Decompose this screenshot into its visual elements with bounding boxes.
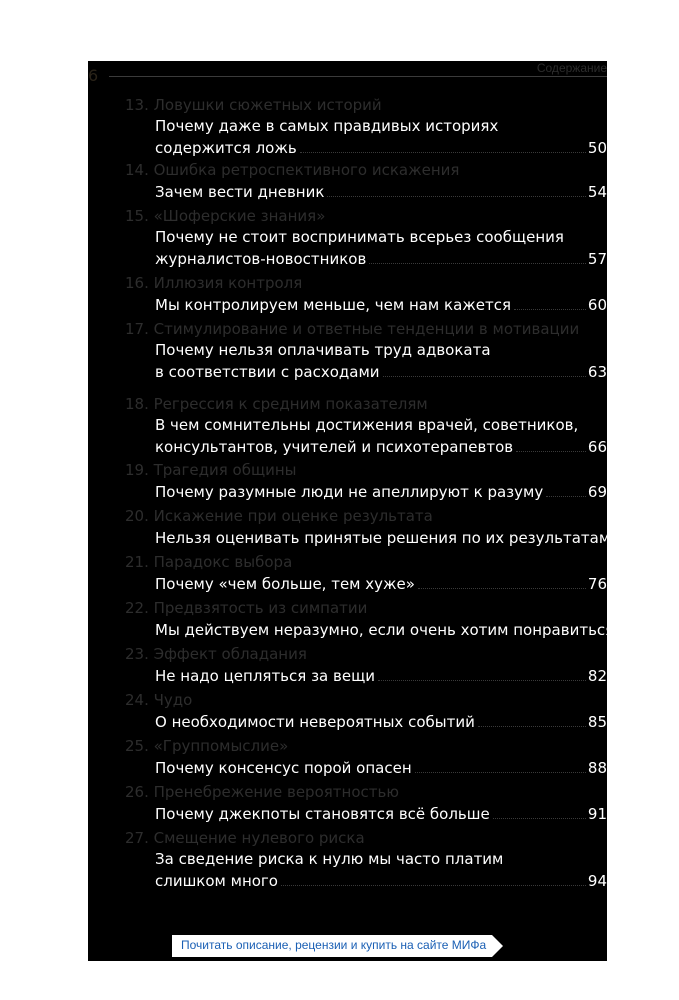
toc-page-number: 66 [587,438,607,456]
toc-page-number: 63 [587,363,607,381]
toc-entry-title: 22. Предвзятость из симпатии [125,599,368,617]
subtitle-line: Почему «чем больше, тем хуже» [155,575,415,593]
toc-page-number: 60 [587,296,607,314]
toc-entry-title: 18. Регрессия к средним показателям [125,395,428,413]
shop-link-banner[interactable] [172,935,504,957]
dot-leader [418,587,586,589]
dot-leader [327,195,585,197]
toc-page-number: 85 [587,713,607,731]
dot-leader [516,450,586,452]
subtitle-line: Почему консенсус порой опасен [155,759,412,777]
toc-page-number: 76 [587,575,607,593]
toc-entry-subtitle [155,527,635,548]
toc-entry-title: 13. Ловушки сюжетных историй [125,96,382,114]
subtitle-line: Нельзя оценивать принятые решения по их результатам [155,529,611,547]
dot-leader [378,679,586,681]
subtitle-line: Зачем вести дневник [155,183,325,201]
toc-entry-subtitle [155,227,607,269]
subtitle-line: слишком много [155,872,278,890]
toc-entry-subtitle [155,415,607,457]
book-page [88,61,639,961]
dot-leader [546,495,586,497]
subtitle-line: За сведение риска к нулю мы часто платим [155,850,504,868]
toc-page-number: 57 [587,250,607,268]
arrow-tip-icon [492,935,503,957]
toc-page-number: 94 [587,872,607,890]
shop-link[interactable]: Почитать описание, рецензии и купить на сайте МИФа [181,938,487,952]
toc-entry-subtitle [155,665,607,686]
subtitle-line: О необходимости невероятных событий [155,713,475,731]
toc-page-number: 88 [587,759,607,777]
toc-page-number: 69 [587,483,607,501]
dot-leader [383,375,586,377]
toc-entry-subtitle [155,711,607,732]
header-rule [109,76,607,77]
toc-entry-title: 17. Стимулирование и ответные тенденции в мотивации [125,320,580,338]
toc-entry-subtitle [155,181,607,202]
toc-page-number: 79 [619,621,639,639]
toc-entry-title: 20. Искажение при оценке результата [125,507,433,525]
toc-entry-subtitle [155,803,607,824]
subtitle-line: в соответствии с расходами [155,363,380,381]
toc-entry-title: 15. «Шоферские знания» [125,207,326,225]
page-number: 6 [88,66,99,85]
toc-entry-subtitle [155,619,639,640]
toc-entry-title: 26. Пренебрежение вероятностью [125,783,399,801]
toc-page-number: 54 [587,183,607,201]
toc-entry-subtitle [155,573,607,594]
toc-page-number: 91 [587,805,607,823]
subtitle-line: В чем сомнительны достижения врачей, советников, [155,416,579,434]
toc-entry-subtitle [155,340,607,382]
subtitle-line: журналистов-новостников [155,250,367,268]
subtitle-line: Почему джекпоты становятся всё больше [155,805,490,823]
dot-leader [493,817,586,819]
toc-page-number: 82 [587,667,607,685]
dot-leader [300,151,586,153]
subtitle-line: Не надо цепляться за вещи [155,667,375,685]
toc-entry-title: 24. Чудо [125,691,193,709]
toc-page-number: 50 [587,139,607,157]
toc-entry-subtitle [155,481,607,502]
dot-leader [415,771,586,773]
toc-entry-subtitle [155,849,607,891]
subtitle-line: Почему не стоит воспринимать всерьез сообщения [155,228,564,246]
toc-entry-title: 21. Парадокс выбора [125,553,293,571]
section-title: Содержание [536,61,607,75]
toc-entry-title: 14. Ошибка ретроспективного искажения [125,161,460,179]
subtitle-line: Почему разумные люди не апеллируют к разуму [155,483,544,501]
toc-entry-title: 23. Эффект обладания [125,645,307,663]
toc-entry-title: 25. «Группомыслие» [125,737,289,755]
toc-entry-subtitle [155,294,607,315]
subtitle-line: Мы действуем неразумно, если очень хотим понравиться [155,621,615,639]
dot-leader [369,262,586,264]
toc-entry-title: 27. Смещение нулевого риска [125,829,365,847]
subtitle-line: Почему нельзя оплачивать труд адвоката [155,341,491,359]
subtitle-line: содержится ложь [155,139,297,157]
subtitle-line: консультантов, учителей и психотерапевтов [155,438,514,456]
toc-entry-title: 19. Трагедия общины [125,461,297,479]
dot-leader [281,884,586,886]
subtitle-line: Мы контролируем меньше, чем нам кажется [155,296,512,314]
toc-page-number: 73 [615,529,635,547]
dot-leader [478,725,586,727]
dot-leader [514,308,586,310]
toc-entry-subtitle [155,757,607,778]
subtitle-line: Почему даже в самых правдивых историях [155,117,499,135]
toc-entry-title: 16. Иллюзия контроля [125,274,303,292]
toc-entry-subtitle [155,116,607,158]
